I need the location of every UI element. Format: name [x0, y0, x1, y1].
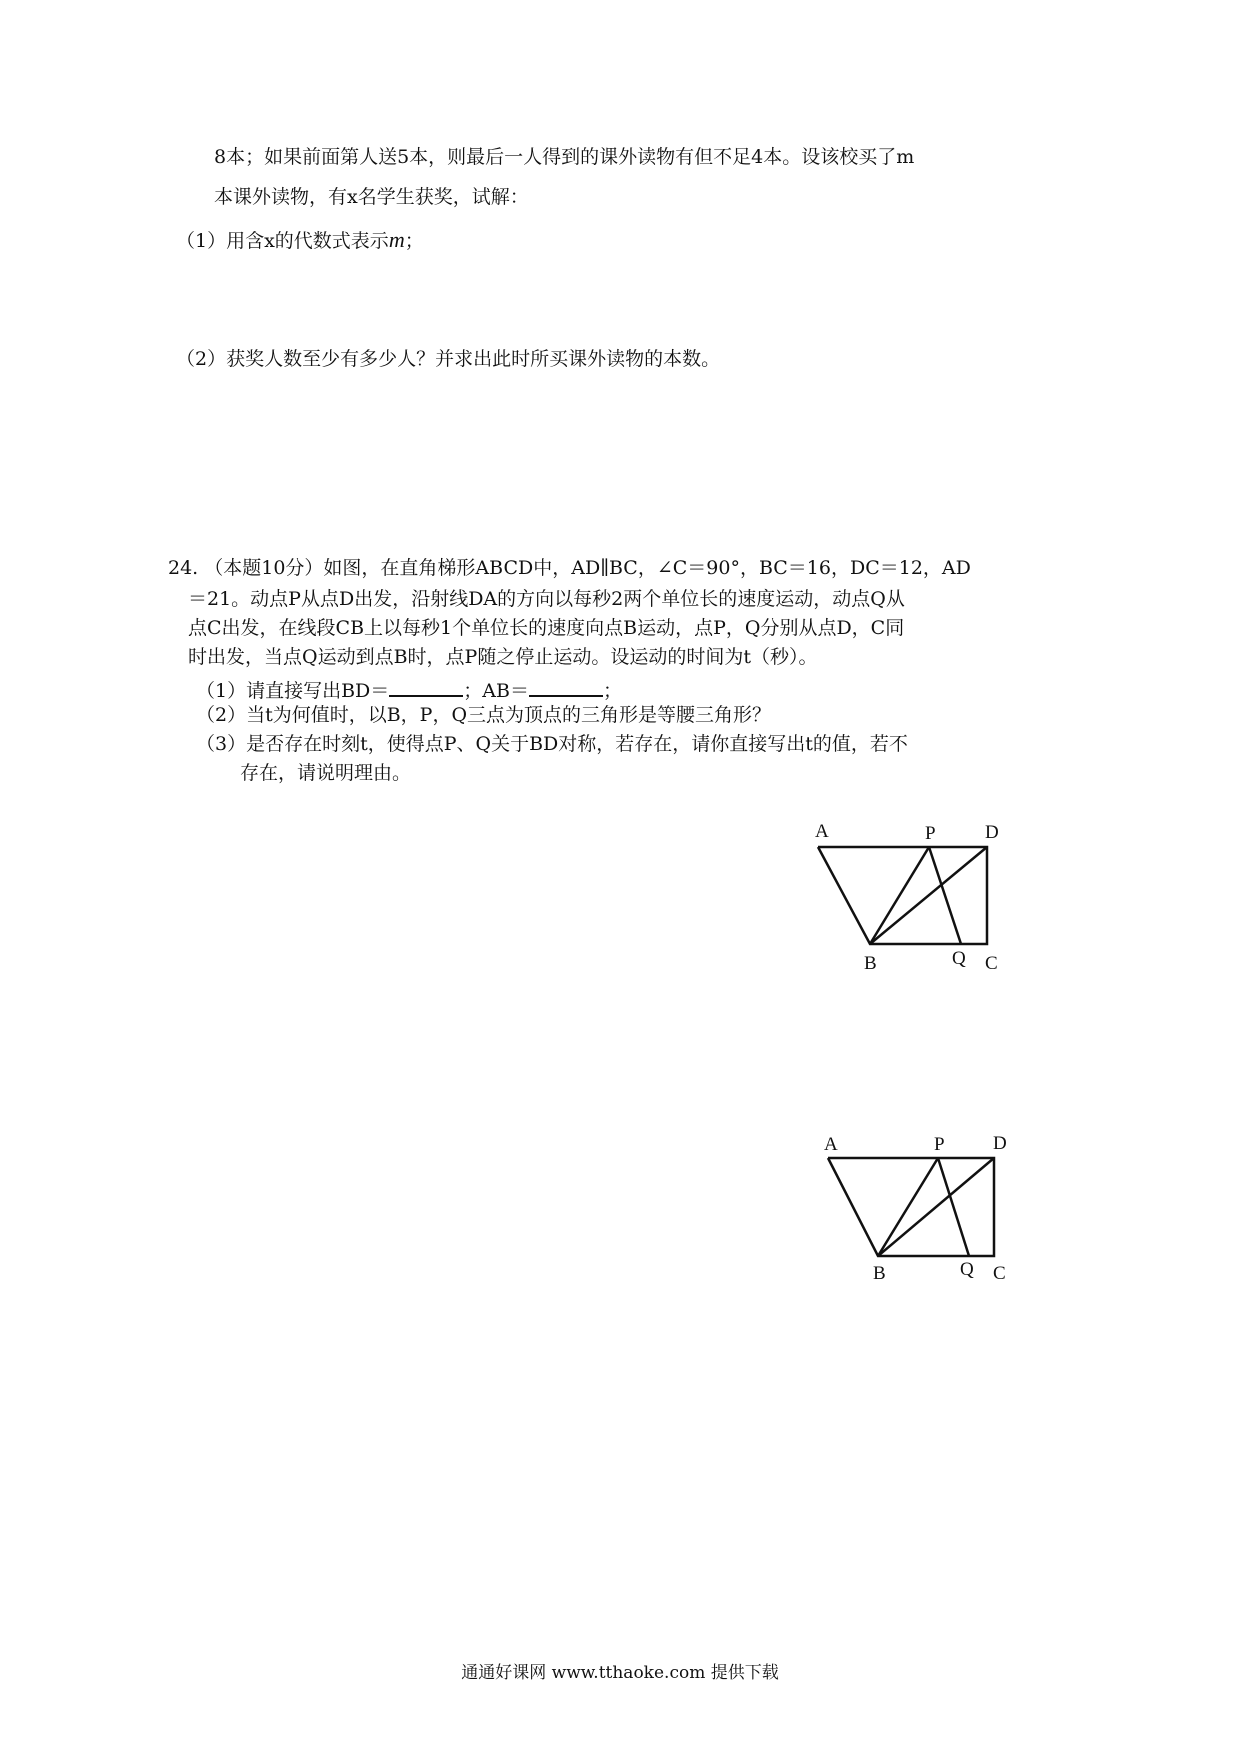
- label-b: B: [864, 953, 877, 974]
- trapezoid-outline: [818, 847, 987, 944]
- question1-end: ；: [404, 230, 424, 252]
- label-q: Q: [960, 1259, 974, 1280]
- segment-bd: [870, 847, 987, 944]
- segment-bd: [878, 1158, 994, 1256]
- problem23-question2: （2）获奖人数至少有多少人？并求出此时所买课外读物的本数。: [176, 348, 721, 370]
- segment-pq: [938, 1158, 969, 1256]
- problem24-text-line3: 点C出发，在线段CB上以每秒1个单位长的速度向点B运动，点P，Q分别从点D，C同: [188, 617, 905, 639]
- label-c: C: [985, 953, 998, 974]
- problem24-text-line2: ＝21。动点P从点D出发，沿射线DA的方向以每秒2两个单位长的速度运动，动点Q从: [188, 588, 905, 610]
- problem24-question1: [196, 677, 622, 701]
- label-p: P: [934, 1134, 945, 1155]
- problem24-text-line1: 24. （本题10分）如图，在直角梯形ABCD中，AD∥BC，∠C＝90°，BC＝16，DC＝12，AD: [168, 557, 971, 579]
- label-a: A: [824, 1134, 838, 1155]
- label-c: C: [993, 1263, 1006, 1284]
- label-p: P: [925, 823, 936, 844]
- label-a: A: [815, 821, 829, 842]
- answer-blank-bd[interactable]: [389, 677, 463, 697]
- label-q: Q: [952, 948, 966, 969]
- footer-site-name: 通通好课网: [461, 1663, 547, 1683]
- problem23-text-line2: 本课外读物，有x名学生获奖，试解：: [214, 186, 529, 208]
- question1-text: （1）用含x的代数式表示: [176, 230, 389, 252]
- question1-ab-label: ；AB＝: [463, 680, 529, 702]
- trapezoid-outline: [828, 1158, 994, 1256]
- trapezoid-figure-2: [810, 1126, 1030, 1291]
- segment-bp: [878, 1158, 938, 1256]
- segment-bp: [870, 847, 929, 944]
- label-d: D: [985, 822, 999, 843]
- label-d: D: [993, 1133, 1007, 1154]
- question1-bd-label: （1）请直接写出BD＝: [196, 680, 390, 702]
- problem24-text-line4: 时出发，当点Q运动到点B时，点P随之停止运动。设运动的时间为t（秒）。: [188, 646, 818, 668]
- problem23-question1: [176, 229, 424, 251]
- question1-end: ；: [602, 680, 622, 702]
- page-footer: [0, 1658, 1240, 1683]
- problem23-text-line1: 8本；如果前面第人送5本，则最后一人得到的课外读物有但不足4本。设该校买了m: [214, 146, 915, 168]
- segment-pq: [929, 847, 961, 944]
- problem24-question2: （2）当t为何值时，以B，P，Q三点为顶点的三角形是等腰三角形？: [196, 704, 772, 726]
- footer-action: 提供下载: [710, 1663, 779, 1683]
- problem24-question3-line2: 存在，请说明理由。: [240, 762, 412, 784]
- label-b: B: [873, 1263, 886, 1284]
- variable-m: m: [388, 227, 405, 252]
- trapezoid-figure-1: [800, 815, 1020, 980]
- answer-blank-ab[interactable]: [529, 677, 603, 697]
- footer-url[interactable]: www.tthaoke.com: [551, 1663, 706, 1683]
- problem24-question3-line1: （3）是否存在时刻t，使得点P、Q关于BD对称，若存在，请你直接写出t的值，若不: [196, 733, 908, 755]
